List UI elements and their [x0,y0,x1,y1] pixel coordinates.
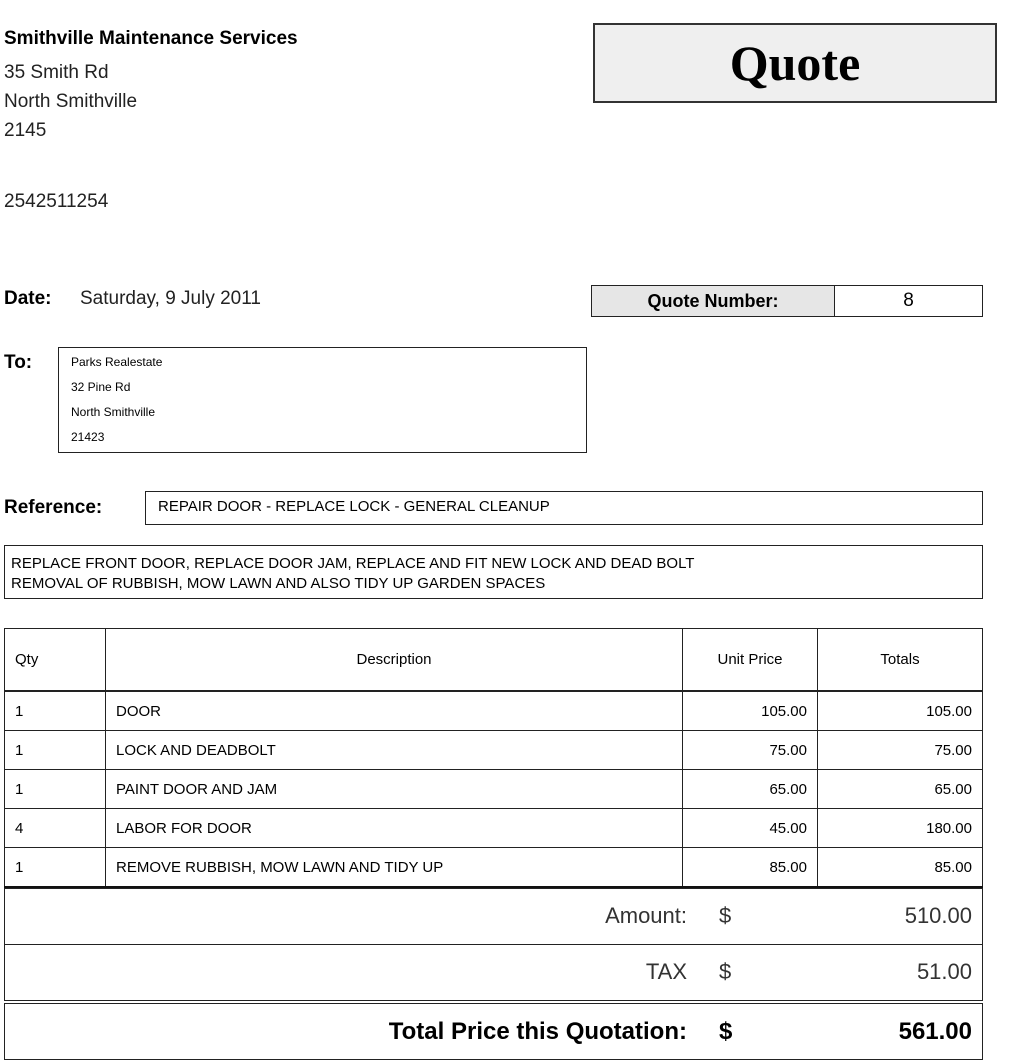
tax-value: 51.00 [916,959,972,984]
row-description: PAINT DOOR AND JAM [106,770,683,809]
row-description: LOCK AND DEADBOLT [106,731,683,770]
row-qty: 1 [5,848,106,888]
row-description: LABOR FOR DOOR [106,809,683,848]
recipient-postcode: 21423 [71,430,105,444]
document-title-box [593,23,997,103]
date-label: Date: [4,288,52,309]
row-total: 75.00 [818,731,983,770]
total-currency: $ [719,1018,733,1045]
table-row [5,809,983,848]
row-qty: 4 [5,809,106,848]
tax-row [4,944,983,1001]
amount-currency: $ [719,903,732,928]
quote-number-label: Quote Number: [591,285,835,317]
recipient-street: 32 Pine Rd [71,380,131,394]
row-total: 65.00 [818,770,983,809]
date-value: Saturday, 9 July 2011 [80,288,261,309]
tax-label: TAX [645,959,687,984]
header-qty: Qty [5,629,106,692]
company-street: 35 Smith Rd [4,62,109,83]
amount-label: Amount: [605,903,687,928]
job-notes [4,545,983,599]
header-description: Description [106,629,683,692]
to-label: To: [4,352,33,373]
table-row [5,691,983,731]
row-unit-price: 85.00 [683,848,818,888]
table-row [5,770,983,809]
job-note-line: REMOVAL OF RUBBISH, MOW LAWN AND ALSO TIDY UP GARDEN SPACES [11,575,546,592]
table-row [5,731,983,770]
row-qty: 1 [5,691,106,731]
document-title: Quote [729,35,861,91]
row-total: 105.00 [818,691,983,731]
job-note-line: REPLACE FRONT DOOR, REPLACE DOOR JAM, REPLACE AND FIT NEW LOCK AND DEAD BOLT [11,555,695,572]
amount-value: 510.00 [904,903,972,928]
reference-value: REPAIR DOOR - REPLACE LOCK - GENERAL CLEANUP [145,491,983,525]
row-unit-price: 45.00 [683,809,818,848]
row-qty: 1 [5,770,106,809]
total-row [4,1003,983,1060]
company-city: North Smithville [4,91,138,112]
recipient-city: North Smithville [71,405,156,419]
row-qty: 1 [5,731,106,770]
row-unit-price: 105.00 [683,691,818,731]
row-total: 85.00 [818,848,983,888]
recipient-name: Parks Realestate [71,355,163,369]
reference-label: Reference: [4,497,103,518]
row-unit-price: 65.00 [683,770,818,809]
row-description: DOOR [106,691,683,731]
company-postcode: 2145 [4,120,47,141]
row-unit-price: 75.00 [683,731,818,770]
table-header-row [5,629,983,692]
tax-currency: $ [719,959,732,984]
total-value: 561.00 [898,1018,972,1045]
row-description: REMOVE RUBBISH, MOW LAWN AND TIDY UP [106,848,683,888]
table-row [5,848,983,888]
amount-row [4,888,983,945]
total-label: Total Price this Quotation: [388,1018,687,1045]
quote-number-value: 8 [834,285,983,317]
line-items-table [4,628,983,889]
row-total: 180.00 [818,809,983,848]
header-unit-price: Unit Price [683,629,818,692]
company-phone: 2542511254 [4,191,109,212]
recipient-address-box [58,347,587,453]
header-totals: Totals [818,629,983,692]
company-name: Smithville Maintenance Services [4,28,298,49]
